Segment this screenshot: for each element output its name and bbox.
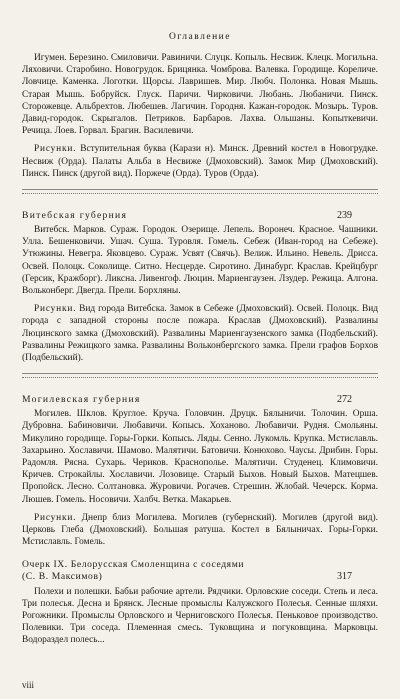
vitebsk-pictures: [22, 303, 378, 364]
section-divider: [22, 370, 378, 380]
essay-title: Очерк IX. Белорусская Смоленщина с соседями: [22, 558, 245, 570]
intro-place-list: Игумен. Березино. Смиловичи. Равиничи. Слуцк. Копыль. Несвиж. Клецк. Могильна. Ляховичи. Старобино. Новогрудок. Брицянка. Чомброва. Валевка. Городище. Кореличе. Ловчице. Каменка. Логотки. Щорсы. Лавришев. Мир. Любч. Полонка. Новая Мышь. Старая Мышь. Бобруйск. Глуск. Паричи. Чирковичи. Любань. Любаничи. Пинск. Сторожевце. Альбрехтов. Любешев. Лагичин. Городня. Кажан-городок. Мозырь. Туров. Давид-городок. Скрыгалов. Петриков. Барбаров. Лахва. Ольшаны. Копыткевичи. Речица. Лоев. Горвал. Брагин. Василевичи.: [22, 53, 378, 137]
section-page-mogilev: 272: [337, 394, 352, 406]
pictures-label: Рисунки.: [34, 144, 77, 155]
section-page-vitebsk: 239: [337, 210, 352, 222]
page-number: viii: [22, 680, 35, 690]
pictures-text: Днепр близ Могилева. Могилев (губернский). Могилев (другой вид). Церковь Глеба (Дмоховский). Большая ратуша. Костел в Бялыничах. Горы-Горки. Мстиславль. Гомель.: [22, 512, 378, 548]
essay-text: Полехи и полешки. Бабьи рабочие артели. Рядчики. Орловские соседи. Степь и леса. Три полесья. Десна и Брянск. Лесные промыслы Калужского Полесья. Сенные шляхи. Рогожники. Промыслы Орловского и Черниговского Полесья. Пеньковое производство. Полевики. Три соседа. Племенная смесь. Туковщина и погуковщина. Марковцы. Водораздел полесь...: [22, 586, 378, 646]
pictures-label: Рисунки.: [34, 512, 77, 523]
essay-heading: [22, 559, 378, 582]
running-head: Оглавление: [169, 32, 231, 42]
pictures-label: Рисунки.: [34, 304, 77, 315]
mogilev-heading: [22, 394, 378, 405]
pictures-text: Вступительная буква (Карази н). Минск. Древний костел в Новогрудке. Несвиж (Орда). Палаты Альба в Несвиже (Дмоховский). Замок Мир (Дмоховский). Пинск. Пинск (другой вид). Поржече (Орда). Туров (Орда).: [22, 144, 378, 179]
essay-page: 317: [337, 570, 352, 582]
intro-pictures: [22, 143, 378, 180]
essay-author: (С. В. Максимов): [22, 570, 103, 582]
section-title-vitebsk: Витебская губерния: [22, 210, 128, 222]
vitebsk-place-list: Витебск. Марков. Сураж. Городок. Озерище. Лепель. Воронеч. Красное. Чашники. Улла. Бешенковичи. Ушач. Суша. Туровля. Гомель. Себеж (Иван-город на Себеже). Утюжины. Невегра. Яковцево. Сураж. Усвят (Свячь). Велиж. Ильино. Невель. Дрисса. Освей. Полоцк. Соколище. Ситно. Несцерде. Сиротино. Динабург. Краслав. Крейцбург (Герсик, Кражборг). Ликсна. Ливенгоф. Люцин. Мариенгаузен. Лзудер. Режица. Алгона. Вольконберг. Двегда. Прели. Борхляны.: [22, 225, 378, 297]
mogilev-place-list: Могилев. Шклов. Круглое. Круча. Головчин. Друцк. Бялыничи. Толочин. Орша. Дубровна. Бабиновичи. Любавичи. Копысь. Хоханово. Любавичи. Рудня. Смольяны. Микулино городище. Горы-Горки. Копысь. Ляды. Сенно. Лукомль. Крупка. Мстиславль. Захарьино. Хославичи. Шамово. Малятичи. Батовичи. Конюхово. Чаусы. Дрибин. Горы. Радомля. Рясна. Сухарь. Чериков. Краснополье. Малятичи. Студенец. Климовичи. Кричев. Строкайлы. Хославичи. Лозовице. Старый Быхов. Новый Быхов. Матецшев. Пропойск. Лесно. Солтановка. Журовичи. Рогачев. Стрешин. Жлобай. Чечерск. Корма. Люшев. Гомель. Носовичи. Халбч. Ветка. Макарьев.: [22, 409, 378, 505]
essay-author-row: [22, 571, 378, 582]
vitebsk-heading: [22, 210, 378, 221]
section-divider: [22, 186, 378, 196]
pictures-text: Вид города Витебска. Замок в Себеже (Дмоховский). Освей. Полоцк. Вид города с западной стороны после пожара. Краслав (Дмоховский). Развалины Люцинского замка (Дмоховский). Развалины Мариенгаузенского замка (Подбельский). Развалины Режицкого замка. Развалины Вольконбергского замка. Прели графов Борхов (Подбельский).: [22, 304, 378, 364]
mogilev-pictures: [22, 512, 378, 549]
section-title-mogilev: Могилевская губерния: [22, 394, 141, 406]
